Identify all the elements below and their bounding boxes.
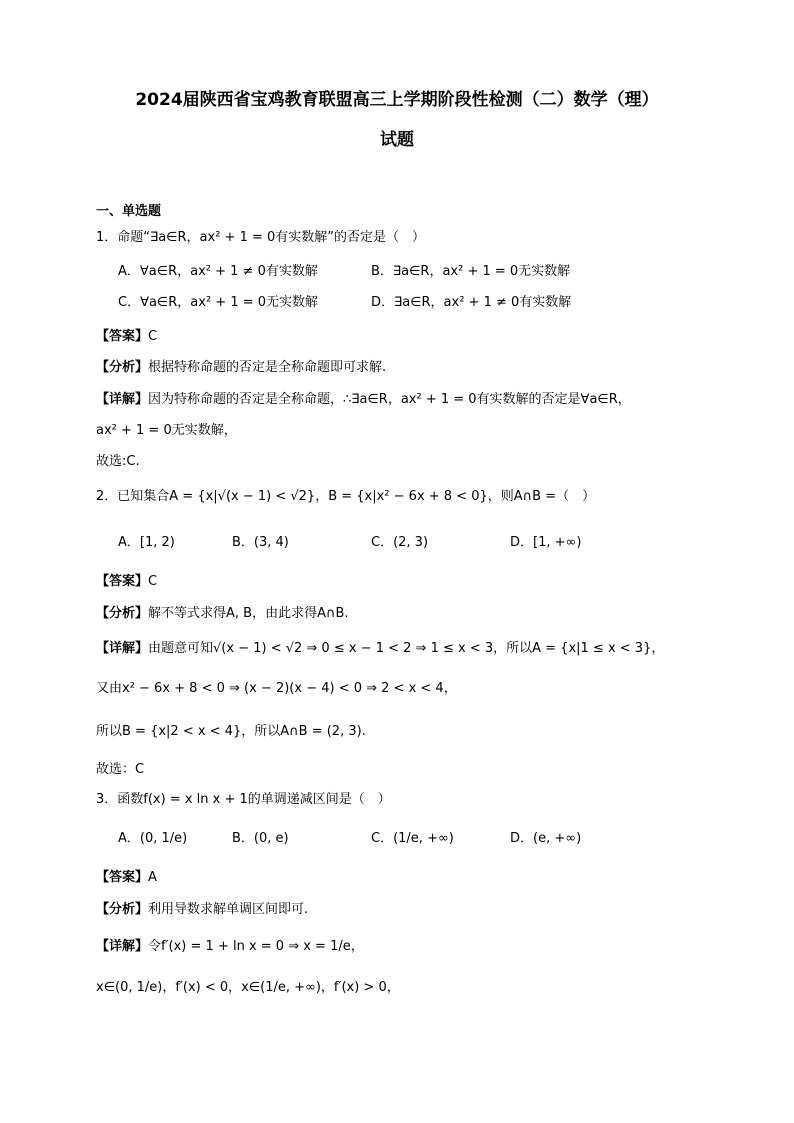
q2-answer: C bbox=[148, 574, 158, 589]
q2-answer-row bbox=[96, 572, 157, 592]
q1-answer-row bbox=[96, 327, 157, 347]
q2-option-d: D．[1, +∞) bbox=[510, 535, 582, 550]
q2-option-c: C．(2, 3) bbox=[371, 535, 429, 550]
q3-stem: 3．函数f(x) = x ln x + 1的单调递减区间是（ ） bbox=[96, 792, 391, 807]
q1-answer: C bbox=[148, 329, 158, 344]
q1-analysis: 根据特称命题的否定是全称命题即可求解. bbox=[148, 360, 387, 375]
section-heading: 一、单选题 bbox=[96, 204, 162, 219]
title-line-1: 2024届陕西省宝鸡教育联盟高三上学期阶段性检测（二）数学（理） bbox=[135, 90, 659, 110]
q3-answer-row bbox=[96, 868, 157, 888]
q3-detail-line-1: 令f′(x) = 1 + ln x = 0 ⇒ x = 1/e， bbox=[148, 939, 364, 954]
q1-option-d: D．∃a∈R，ax² + 1 ≠ 0有实数解 bbox=[371, 295, 572, 310]
q1-option-a: A．∀a∈R，ax² + 1 ≠ 0有实数解 bbox=[118, 264, 318, 279]
q2-answer-tag: 【答案】 bbox=[96, 574, 149, 589]
q1-option-c: C．∀a∈R，ax² + 1 = 0无实数解 bbox=[118, 295, 319, 310]
q1-detail-tag: 【详解】 bbox=[96, 392, 149, 407]
q1-detail-line-2: ax² + 1 = 0无实数解， bbox=[96, 423, 237, 438]
q2-detail-line-3: 所以B = {x|2 < x < 4}，所以A∩B = (2, 3). bbox=[96, 724, 366, 739]
q2-detail-tag: 【详解】 bbox=[96, 641, 149, 656]
q2-choose: 故选：C bbox=[96, 762, 145, 777]
q2-option-a: A．[1, 2) bbox=[118, 535, 175, 550]
q2-detail-line-1: 由题意可知√(x − 1) < √2 ⇒ 0 ≤ x − 1 < 2 ⇒ 1 ≤ x < 3，所以A = {x|1 ≤ x < 3}， bbox=[148, 641, 665, 656]
q1-detail-row bbox=[96, 390, 631, 410]
q3-analysis-row bbox=[96, 900, 308, 920]
q3-detail-line-2: x∈(0, 1/e)，f′(x) < 0，x∈(1/e, +∞)，f′(x) > 0， bbox=[96, 980, 400, 995]
q1-option-b: B．∃a∈R，ax² + 1 = 0无实数解 bbox=[371, 264, 571, 279]
q3-answer: A bbox=[148, 870, 157, 885]
q3-option-a: A．(0, 1/e) bbox=[118, 831, 188, 846]
q1-analysis-row bbox=[96, 358, 386, 378]
q1-stem: 1．命题“∃a∈R，ax² + 1 = 0有实数解”的否定是（ ） bbox=[96, 230, 426, 245]
q2-analysis-row bbox=[96, 604, 349, 624]
q3-analysis-tag: 【分析】 bbox=[96, 902, 149, 917]
title-line-2: 试题 bbox=[380, 130, 414, 150]
q2-detail-line-2: 又由x² − 6x + 8 < 0 ⇒ (x − 2)(x − 4) < 0 ⇒ 2 < x < 4， bbox=[96, 681, 457, 696]
q1-answer-tag: 【答案】 bbox=[96, 329, 149, 344]
q2-analysis-tag: 【分析】 bbox=[96, 606, 149, 621]
q3-analysis: 利用导数求解单调区间即可. bbox=[148, 902, 309, 917]
q2-stem: 2．已知集合A = {x|√(x − 1) < √2}，B = {x|x² − 6x + 8 < 0}，则A∩B =（ ） bbox=[96, 489, 596, 504]
q2-analysis: 解不等式求得A, B，由此求得A∩B. bbox=[148, 606, 349, 621]
q3-option-c: C．(1/e, +∞) bbox=[371, 831, 454, 846]
q1-analysis-tag: 【分析】 bbox=[96, 360, 149, 375]
q1-detail-line-1: 因为特称命题的否定是全称命题，∴∃a∈R，ax² + 1 = 0有实数解的否定是∀a∈R， bbox=[148, 392, 631, 407]
q2-option-b: B．(3, 4) bbox=[232, 535, 289, 550]
q1-choose: 故选:C. bbox=[96, 454, 140, 469]
q2-detail-row bbox=[96, 639, 664, 659]
q3-detail-row bbox=[96, 937, 364, 957]
q3-option-b: B．(0, e) bbox=[232, 831, 289, 846]
q3-detail-tag: 【详解】 bbox=[96, 939, 149, 954]
q3-answer-tag: 【答案】 bbox=[96, 870, 149, 885]
q3-option-d: D．(e, +∞) bbox=[510, 831, 582, 846]
